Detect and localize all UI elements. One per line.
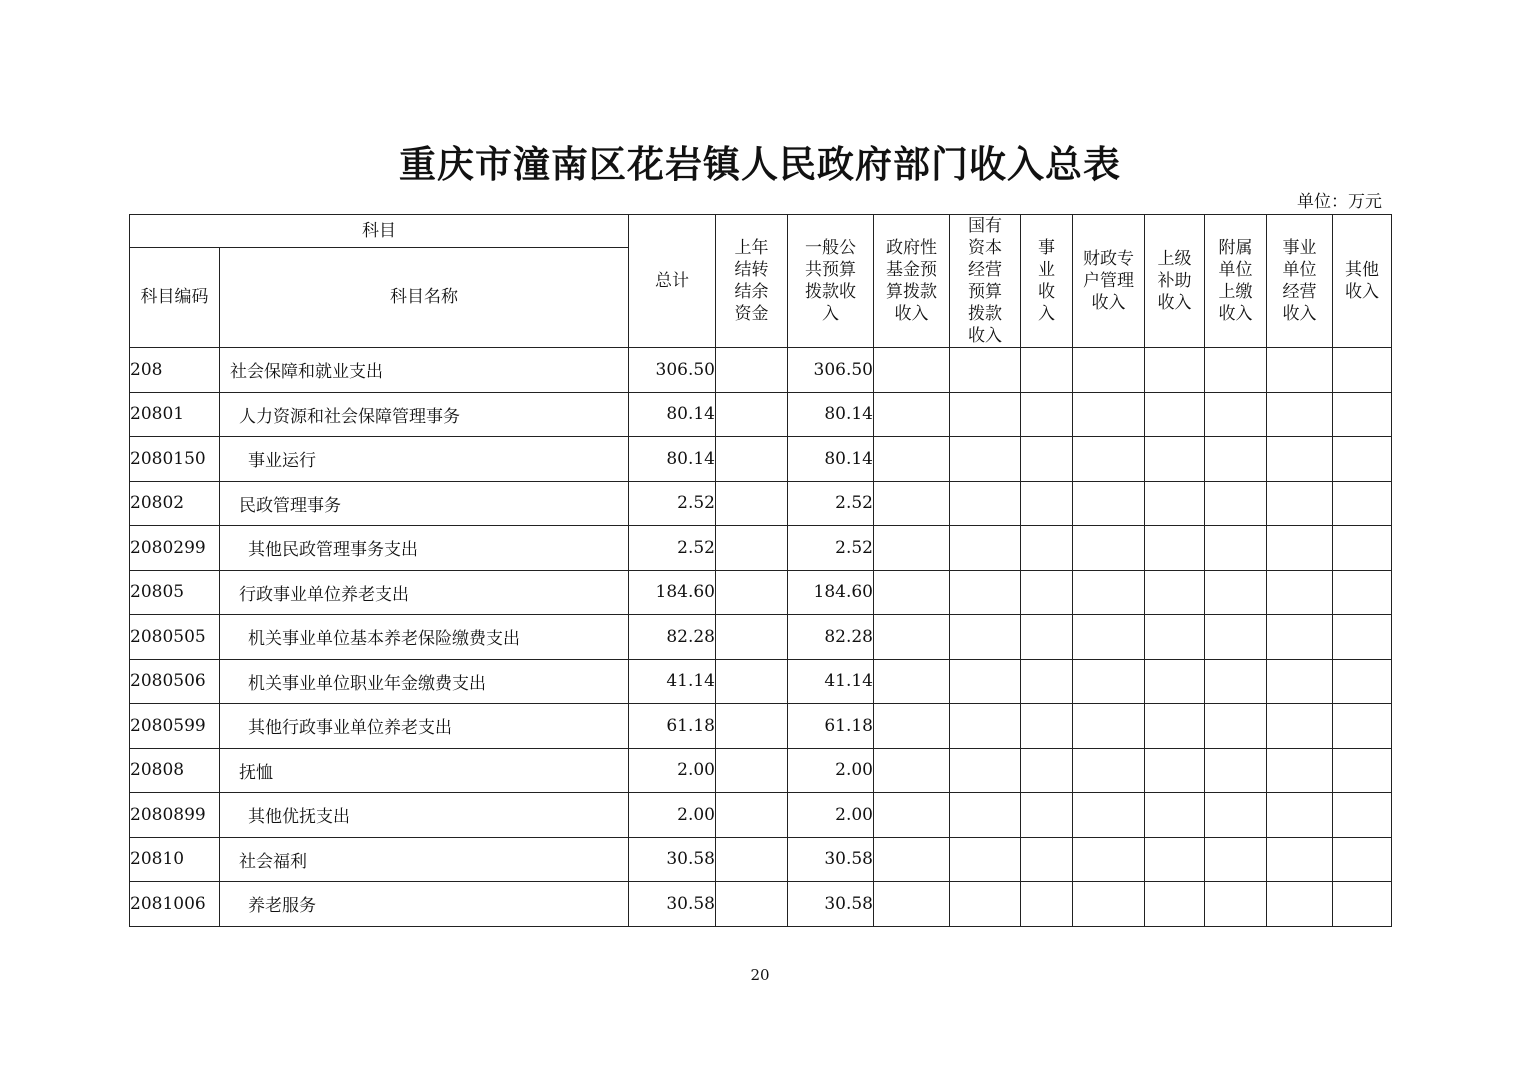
table-row <box>130 659 1392 704</box>
subject-name-cell: 养老服务 <box>220 882 629 927</box>
general-budget-cell: 184.60 <box>788 570 874 615</box>
column-header-subject-name: 科目名称 <box>220 247 629 347</box>
total-cell: 306.50 <box>629 348 716 393</box>
column-header-government-fund: 政府性 基金预 算拨款 收入 <box>874 215 950 348</box>
affiliated-unit-cell <box>1205 392 1267 437</box>
other-income-cell <box>1333 615 1392 660</box>
business-income-cell <box>1021 837 1073 882</box>
superior-subsidy-cell <box>1145 526 1205 571</box>
table-row <box>130 882 1392 927</box>
other-income-cell <box>1333 748 1392 793</box>
total-cell: 30.58 <box>629 882 716 927</box>
state-capital-cell <box>950 392 1021 437</box>
special-account-cell <box>1073 704 1145 749</box>
subject-code-cell: 20802 <box>130 481 220 526</box>
page-number: 20 <box>750 966 770 984</box>
special-account-cell <box>1073 793 1145 838</box>
subject-code-cell: 20808 <box>130 748 220 793</box>
government-fund-cell <box>874 837 950 882</box>
unit-operation-cell <box>1267 793 1333 838</box>
business-income-cell <box>1021 748 1073 793</box>
table-row <box>130 348 1392 393</box>
table-row <box>130 615 1392 660</box>
prior-year-carryover-cell <box>716 481 788 526</box>
government-fund-cell <box>874 570 950 615</box>
state-capital-cell <box>950 748 1021 793</box>
unit-operation-cell <box>1267 882 1333 927</box>
column-header-business-income: 事 业 收 入 <box>1021 215 1073 348</box>
subject-name-cell: 民政管理事务 <box>220 481 629 526</box>
superior-subsidy-cell <box>1145 748 1205 793</box>
special-account-cell <box>1073 659 1145 704</box>
special-account-cell <box>1073 748 1145 793</box>
general-budget-cell: 2.00 <box>788 793 874 838</box>
column-header-special-account: 财政专 户管理 收入 <box>1073 215 1145 348</box>
other-income-cell <box>1333 392 1392 437</box>
affiliated-unit-cell <box>1205 526 1267 571</box>
table-body <box>130 348 1392 927</box>
special-account-cell <box>1073 526 1145 571</box>
prior-year-carryover-cell <box>716 348 788 393</box>
business-income-cell <box>1021 437 1073 482</box>
affiliated-unit-cell <box>1205 570 1267 615</box>
superior-subsidy-cell <box>1145 837 1205 882</box>
unit-operation-cell <box>1267 481 1333 526</box>
unit-operation-cell <box>1267 615 1333 660</box>
table-row <box>130 837 1392 882</box>
business-income-cell <box>1021 392 1073 437</box>
general-budget-cell: 80.14 <box>788 392 874 437</box>
general-budget-cell: 82.28 <box>788 615 874 660</box>
subject-code-cell: 20810 <box>130 837 220 882</box>
unit-operation-cell <box>1267 704 1333 749</box>
government-fund-cell <box>874 392 950 437</box>
prior-year-carryover-cell <box>716 837 788 882</box>
subject-name-cell: 其他优抚支出 <box>220 793 629 838</box>
table-row <box>130 748 1392 793</box>
business-income-cell <box>1021 615 1073 660</box>
prior-year-carryover-cell <box>716 615 788 660</box>
subject-name-cell: 机关事业单位基本养老保险缴费支出 <box>220 615 629 660</box>
affiliated-unit-cell <box>1205 837 1267 882</box>
total-cell: 30.58 <box>629 837 716 882</box>
superior-subsidy-cell <box>1145 570 1205 615</box>
general-budget-cell: 41.14 <box>788 659 874 704</box>
total-cell: 184.60 <box>629 570 716 615</box>
business-income-cell <box>1021 793 1073 838</box>
business-income-cell <box>1021 481 1073 526</box>
unit-operation-cell <box>1267 437 1333 482</box>
other-income-cell <box>1333 570 1392 615</box>
column-header-state-capital: 国有 资本 经营 预算 拨款 收入 <box>950 215 1021 348</box>
business-income-cell <box>1021 570 1073 615</box>
affiliated-unit-cell <box>1205 481 1267 526</box>
other-income-cell <box>1333 437 1392 482</box>
subject-code-cell: 2080899 <box>130 793 220 838</box>
affiliated-unit-cell <box>1205 348 1267 393</box>
special-account-cell <box>1073 481 1145 526</box>
prior-year-carryover-cell <box>716 882 788 927</box>
unit-operation-cell <box>1267 570 1333 615</box>
state-capital-cell <box>950 348 1021 393</box>
column-header-prior-year-carryover: 上年 结转 结余 资金 <box>716 215 788 348</box>
subject-name-cell: 机关事业单位职业年金缴费支出 <box>220 659 629 704</box>
unit-operation-cell <box>1267 526 1333 571</box>
general-budget-cell: 30.58 <box>788 882 874 927</box>
special-account-cell <box>1073 615 1145 660</box>
total-cell: 61.18 <box>629 704 716 749</box>
affiliated-unit-cell <box>1205 704 1267 749</box>
prior-year-carryover-cell <box>716 437 788 482</box>
general-budget-cell: 2.00 <box>788 748 874 793</box>
government-fund-cell <box>874 437 950 482</box>
total-cell: 82.28 <box>629 615 716 660</box>
other-income-cell <box>1333 882 1392 927</box>
column-header-subject-code: 科目编码 <box>130 247 220 347</box>
table-row <box>130 570 1392 615</box>
general-budget-cell: 30.58 <box>788 837 874 882</box>
unit-operation-cell <box>1267 392 1333 437</box>
special-account-cell <box>1073 570 1145 615</box>
subject-name-cell: 社会福利 <box>220 837 629 882</box>
subject-name-cell: 社会保障和就业支出 <box>220 348 629 393</box>
unit-operation-cell <box>1267 348 1333 393</box>
subject-code-cell: 2080506 <box>130 659 220 704</box>
government-fund-cell <box>874 748 950 793</box>
government-fund-cell <box>874 481 950 526</box>
general-budget-cell: 306.50 <box>788 348 874 393</box>
business-income-cell <box>1021 882 1073 927</box>
business-income-cell <box>1021 348 1073 393</box>
government-fund-cell <box>874 615 950 660</box>
subject-code-cell: 20801 <box>130 392 220 437</box>
column-header-superior-subsidy: 上级 补助 收入 <box>1145 215 1205 348</box>
table-row <box>130 481 1392 526</box>
table-row <box>130 437 1392 482</box>
government-fund-cell <box>874 882 950 927</box>
affiliated-unit-cell <box>1205 659 1267 704</box>
table-row <box>130 392 1392 437</box>
total-cell: 41.14 <box>629 659 716 704</box>
subject-name-cell: 人力资源和社会保障管理事务 <box>220 392 629 437</box>
total-cell: 2.52 <box>629 526 716 571</box>
affiliated-unit-cell <box>1205 793 1267 838</box>
general-budget-cell: 2.52 <box>788 526 874 571</box>
state-capital-cell <box>950 615 1021 660</box>
other-income-cell <box>1333 837 1392 882</box>
state-capital-cell <box>950 437 1021 482</box>
special-account-cell <box>1073 882 1145 927</box>
column-header-total: 总计 <box>629 215 716 348</box>
government-fund-cell <box>874 704 950 749</box>
business-income-cell <box>1021 659 1073 704</box>
special-account-cell <box>1073 392 1145 437</box>
prior-year-carryover-cell <box>716 748 788 793</box>
affiliated-unit-cell <box>1205 615 1267 660</box>
prior-year-carryover-cell <box>716 704 788 749</box>
superior-subsidy-cell <box>1145 481 1205 526</box>
other-income-cell <box>1333 348 1392 393</box>
subject-name-cell: 事业运行 <box>220 437 629 482</box>
business-income-cell <box>1021 526 1073 571</box>
other-income-cell <box>1333 704 1392 749</box>
superior-subsidy-cell <box>1145 659 1205 704</box>
unit-operation-cell <box>1267 837 1333 882</box>
prior-year-carryover-cell <box>716 570 788 615</box>
table-row <box>130 526 1392 571</box>
special-account-cell <box>1073 437 1145 482</box>
superior-subsidy-cell <box>1145 704 1205 749</box>
subject-name-cell: 其他民政管理事务支出 <box>220 526 629 571</box>
business-income-cell <box>1021 704 1073 749</box>
table-row <box>130 793 1392 838</box>
unit-operation-cell <box>1267 659 1333 704</box>
subject-name-cell: 行政事业单位养老支出 <box>220 570 629 615</box>
total-cell: 80.14 <box>629 392 716 437</box>
prior-year-carryover-cell <box>716 659 788 704</box>
other-income-cell <box>1333 659 1392 704</box>
superior-subsidy-cell <box>1145 392 1205 437</box>
subject-group-header: 科目 <box>130 215 629 248</box>
state-capital-cell <box>950 526 1021 571</box>
subject-code-cell: 208 <box>130 348 220 393</box>
affiliated-unit-cell <box>1205 748 1267 793</box>
subject-code-cell: 2080150 <box>130 437 220 482</box>
document-title: 重庆市潼南区花岩镇人民政府部门收入总表 <box>399 142 1121 186</box>
general-budget-cell: 80.14 <box>788 437 874 482</box>
prior-year-carryover-cell <box>716 793 788 838</box>
state-capital-cell <box>950 659 1021 704</box>
subject-code-cell: 20805 <box>130 570 220 615</box>
subject-name-cell: 其他行政事业单位养老支出 <box>220 704 629 749</box>
superior-subsidy-cell <box>1145 882 1205 927</box>
government-fund-cell <box>874 793 950 838</box>
state-capital-cell <box>950 481 1021 526</box>
prior-year-carryover-cell <box>716 526 788 571</box>
government-fund-cell <box>874 348 950 393</box>
state-capital-cell <box>950 793 1021 838</box>
general-budget-cell: 2.52 <box>788 481 874 526</box>
superior-subsidy-cell <box>1145 437 1205 482</box>
state-capital-cell <box>950 570 1021 615</box>
column-header-general-budget: 一般公 共预算 拨款收 入 <box>788 215 874 348</box>
table-row <box>130 704 1392 749</box>
other-income-cell <box>1333 526 1392 571</box>
total-cell: 80.14 <box>629 437 716 482</box>
column-header-unit-operation: 事业 单位 经营 收入 <box>1267 215 1333 348</box>
income-summary-table <box>129 214 1392 927</box>
unit-operation-cell <box>1267 748 1333 793</box>
superior-subsidy-cell <box>1145 615 1205 660</box>
subject-code-cell: 2080299 <box>130 526 220 571</box>
prior-year-carryover-cell <box>716 392 788 437</box>
subject-code-cell: 2080505 <box>130 615 220 660</box>
column-header-other-income: 其他 收入 <box>1333 215 1392 348</box>
subject-code-cell: 2081006 <box>130 882 220 927</box>
total-cell: 2.00 <box>629 793 716 838</box>
affiliated-unit-cell <box>1205 437 1267 482</box>
other-income-cell <box>1333 481 1392 526</box>
state-capital-cell <box>950 882 1021 927</box>
special-account-cell <box>1073 348 1145 393</box>
special-account-cell <box>1073 837 1145 882</box>
state-capital-cell <box>950 837 1021 882</box>
subject-code-cell: 2080599 <box>130 704 220 749</box>
subject-name-cell: 抚恤 <box>220 748 629 793</box>
total-cell: 2.52 <box>629 481 716 526</box>
government-fund-cell <box>874 526 950 571</box>
other-income-cell <box>1333 793 1392 838</box>
total-cell: 2.00 <box>629 748 716 793</box>
state-capital-cell <box>950 704 1021 749</box>
government-fund-cell <box>874 659 950 704</box>
general-budget-cell: 61.18 <box>788 704 874 749</box>
superior-subsidy-cell <box>1145 348 1205 393</box>
superior-subsidy-cell <box>1145 793 1205 838</box>
affiliated-unit-cell <box>1205 882 1267 927</box>
column-header-affiliated-unit: 附属 单位 上缴 收入 <box>1205 215 1267 348</box>
unit-label: 单位：万元 <box>1297 192 1382 212</box>
